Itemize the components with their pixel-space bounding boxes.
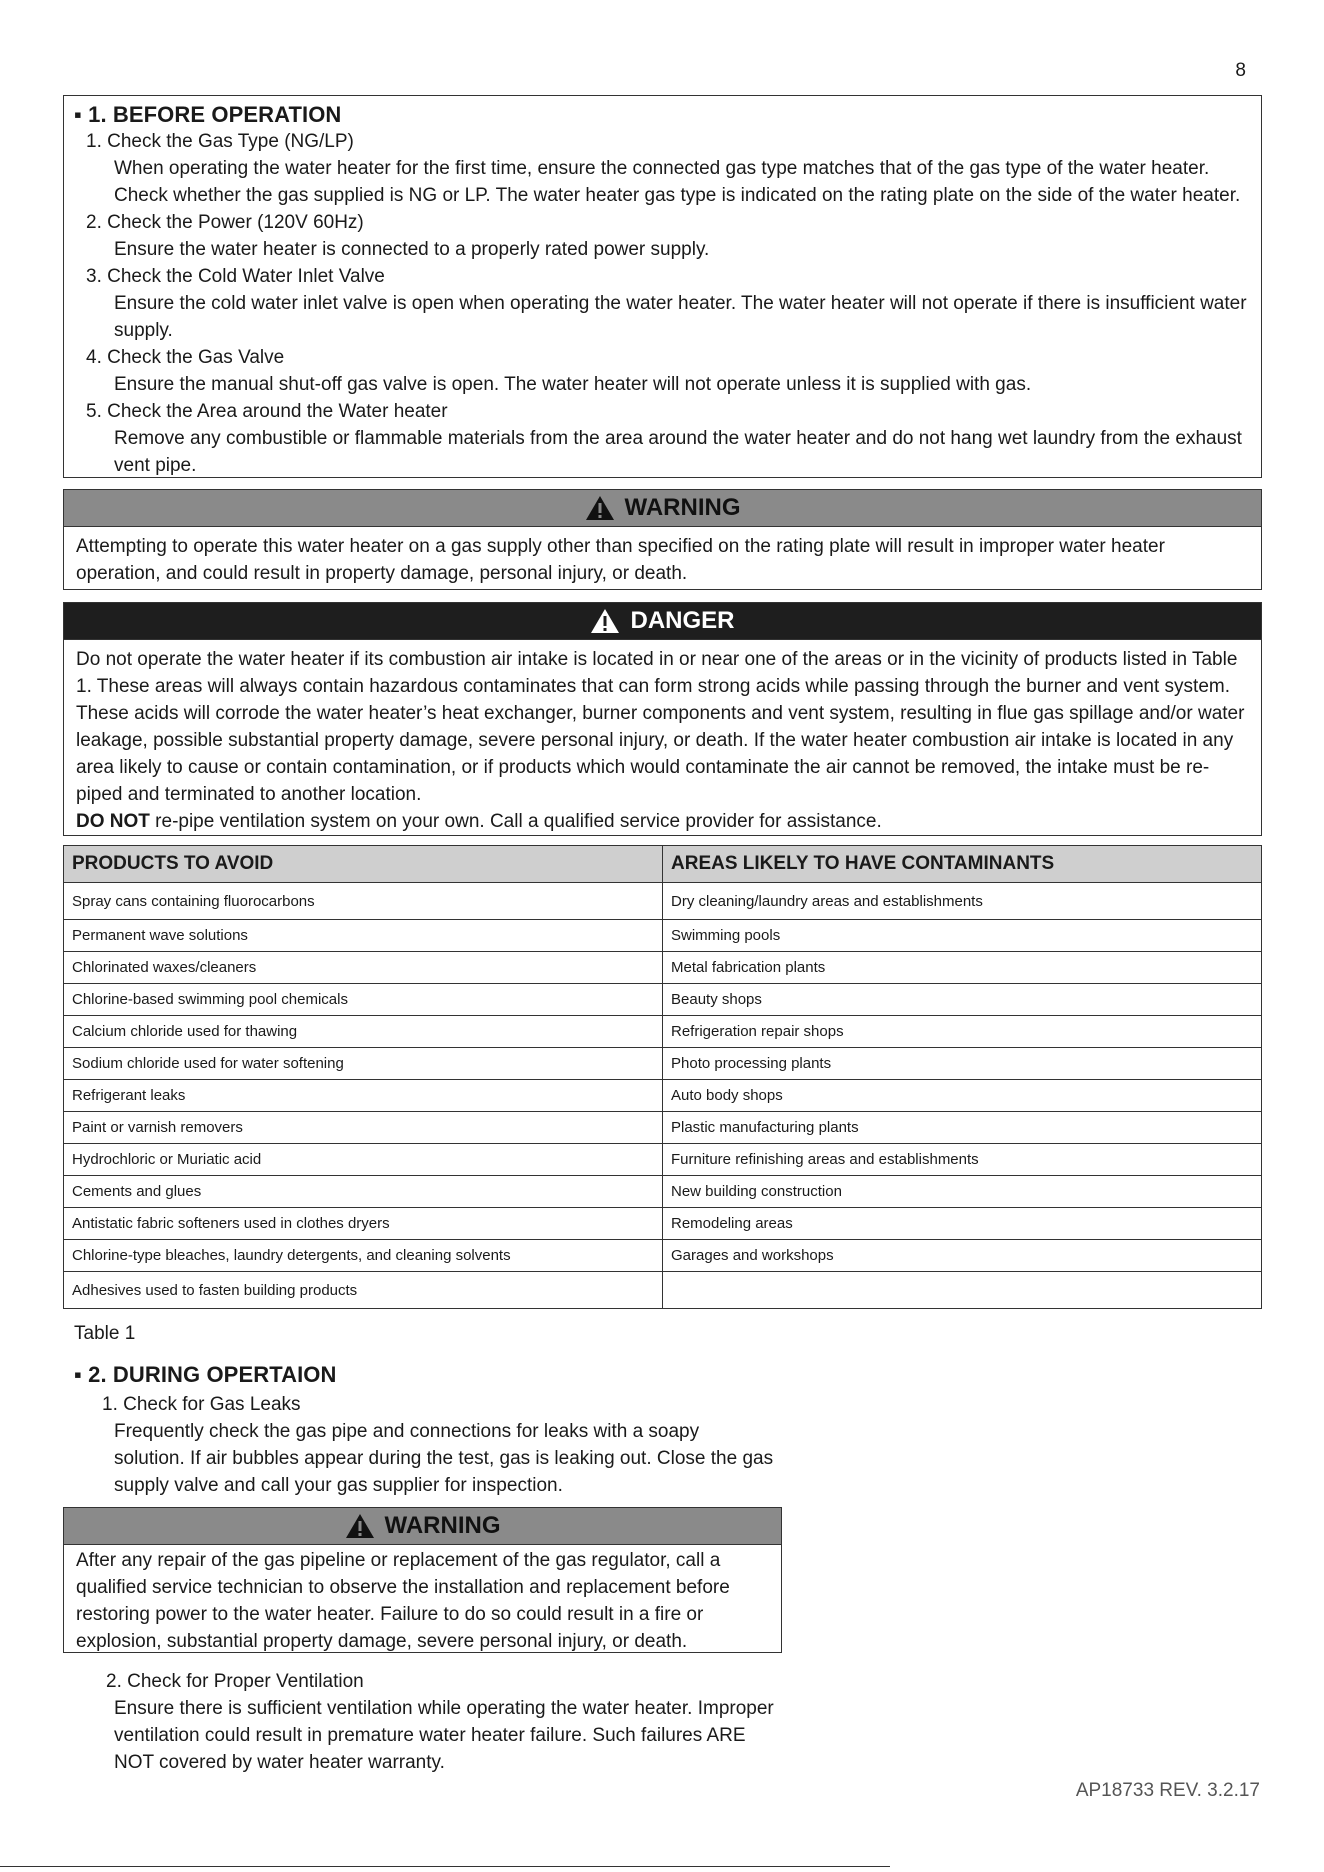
area-cell: Plastic manufacturing plants (663, 1112, 1262, 1144)
page-number: 8 (1235, 60, 1246, 81)
item-heading: 2. Check for Proper Ventilation (106, 1671, 364, 1692)
area-cell: Garages and workshops (663, 1240, 1262, 1272)
area-cell: Remodeling areas (663, 1208, 1262, 1240)
table-row (64, 1176, 1262, 1208)
during-operation-item-1 (74, 1391, 774, 1499)
table-row (64, 920, 1262, 952)
warning-triangle-icon (345, 1513, 375, 1539)
before-operation-list (74, 128, 1249, 479)
danger-label: DANGER (630, 607, 735, 634)
product-cell: Adhesives used to fasten building products (64, 1272, 663, 1309)
table-row (64, 984, 1262, 1016)
table-row (64, 1240, 1262, 1272)
table-header-products: PRODUCTS TO AVOID (64, 846, 663, 883)
table-caption: Table 1 (74, 1323, 136, 1344)
item-heading: 1. Check for Gas Leaks (102, 1394, 301, 1415)
footer-rule (0, 1866, 890, 1867)
warning-triangle-icon (585, 495, 615, 521)
warning-banner (64, 490, 1261, 527)
danger-content (64, 640, 1261, 841)
danger-banner (64, 603, 1261, 640)
area-cell: Auto body shops (663, 1080, 1262, 1112)
table-row (64, 1016, 1262, 1048)
product-cell: Antistatic fabric softeners used in clothes dryers (64, 1208, 663, 1240)
product-cell: Refrigerant leaks (64, 1080, 663, 1112)
footer-revision: AP18733 REV. 3.2.17 (1075, 1780, 1260, 1801)
section-title: ▪ 2. DURING OPERTAION (74, 1362, 337, 1387)
area-cell: Furniture refinishing areas and establishments (663, 1144, 1262, 1176)
warning-box (63, 1507, 782, 1653)
table-row (64, 1048, 1262, 1080)
item-heading: 2. Check the Power (120V 60Hz) (86, 212, 364, 233)
item-heading: 5. Check the Area around the Water heater (86, 401, 448, 422)
product-cell: Sodium chloride used for water softening (64, 1048, 663, 1080)
warning-label: WARNING (384, 1512, 501, 1539)
product-cell: Calcium chloride used for thawing (64, 1016, 663, 1048)
table-row (64, 952, 1262, 984)
item-heading: 3. Check the Cold Water Inlet Valve (86, 266, 385, 287)
item-body: When operating the water heater for the first time, ensure the connected gas type matches that of the gas type of the water heater. Check whether the gas supplied is NG or LP. The water heater gas type is indicated on the rating plate on the side of the water heater. (114, 158, 1241, 206)
section-title: ▪ 1. BEFORE OPERATION (74, 102, 342, 127)
item-body: Remove any combustible or flammable materials from the area around the water heater and do not hang wet laundry from the exhaust vent pipe. (114, 428, 1242, 476)
danger-note-bold: DO NOT (76, 811, 150, 832)
area-cell: New building construction (663, 1176, 1262, 1208)
table-header-areas: AREAS LIKELY TO HAVE CONTAMINANTS (663, 846, 1262, 883)
product-cell: Hydrochloric or Muriatic acid (64, 1144, 663, 1176)
item-heading: 4. Check the Gas Valve (86, 347, 285, 368)
danger-note-rest: re-pipe ventilation system on your own. Call a qualified service provider for assistance. (149, 811, 882, 832)
area-cell: Swimming pools (663, 920, 1262, 952)
area-cell: Dry cleaning/laundry areas and establishments (663, 883, 1262, 920)
area-cell (663, 1272, 1262, 1309)
warning-text: Attempting to operate this water heater on a gas supply other than specified on the rating plate will result in improper water heater operation, and could result in property damage, personal injury, or death. (76, 536, 1165, 584)
table-row (64, 1080, 1262, 1112)
item-body: Ensure there is sufficient ventilation while operating the water heater. Improper ventilation could result in premature water heater failure. Such failures ARE NOT covered by water heater warranty. (114, 1698, 774, 1773)
before-operation-box (63, 95, 1262, 478)
during-operation-item-2 (74, 1668, 774, 1776)
area-cell: Photo processing plants (663, 1048, 1262, 1080)
table-row (64, 1208, 1262, 1240)
contaminants-table (63, 845, 1262, 1309)
item-body: Ensure the cold water inlet valve is open when operating the water heater. The water heater will not operate if there is insufficient water supply. (114, 293, 1247, 341)
table-row (64, 1272, 1262, 1309)
product-cell: Chlorine-based swimming pool chemicals (64, 984, 663, 1016)
table-row (64, 1144, 1262, 1176)
table-row (64, 883, 1262, 920)
product-cell: Permanent wave solutions (64, 920, 663, 952)
product-cell: Cements and glues (64, 1176, 663, 1208)
item-body: Frequently check the gas pipe and connections for leaks with a soapy solution. If air bubbles appear during the test, gas is leaking out. Close the gas supply valve and call your gas supplier for inspection. (114, 1421, 774, 1496)
item-heading: 1. Check the Gas Type (NG/LP) (86, 131, 354, 152)
item-body: Ensure the water heater is connected to a properly rated power supply. (114, 239, 710, 260)
area-cell: Beauty shops (663, 984, 1262, 1016)
warning-banner (64, 1508, 781, 1545)
warning-label: WARNING (624, 494, 741, 521)
area-cell: Refrigeration repair shops (663, 1016, 1262, 1048)
product-cell: Spray cans containing fluorocarbons (64, 883, 663, 920)
warning-text: After any repair of the gas pipeline or replacement of the gas regulator, call a qualified service technician to observe the installation and replacement before restoring power to the water heater. Failure to do so could result in a fire or explosion, substantial property damage, severe personal injury, or death. (76, 1550, 730, 1652)
danger-note (76, 808, 1249, 835)
danger-box (63, 602, 1262, 836)
product-cell: Chlorinated waxes/cleaners (64, 952, 663, 984)
table-row (64, 1112, 1262, 1144)
item-body: Ensure the manual shut-off gas valve is open. The water heater will not operate unless it is supplied with gas. (114, 374, 1032, 395)
warning-box (63, 489, 1262, 590)
danger-text: Do not operate the water heater if its combustion air intake is located in or near one of the areas or in the vicinity of products listed in Table 1. These areas will always contain hazardous contaminates that can form strong acids while passing through the burner and vent system. These acids will corrode the water heater’s heat exchanger, burner components and vent system, resulting in flue gas spillage and/or water leakage, possible substantial property damage, severe personal injury, or death. If the water heater combustion air intake is located in any area likely to cause or contain contamination, or if products which would contaminate the air cannot be removed, the intake must be re-piped and terminated to another location. (76, 649, 1245, 805)
product-cell: Chlorine-type bleaches, laundry detergents, and cleaning solvents (64, 1240, 663, 1272)
product-cell: Paint or varnish removers (64, 1112, 663, 1144)
warning-triangle-icon (590, 608, 620, 634)
area-cell: Metal fabrication plants (663, 952, 1262, 984)
